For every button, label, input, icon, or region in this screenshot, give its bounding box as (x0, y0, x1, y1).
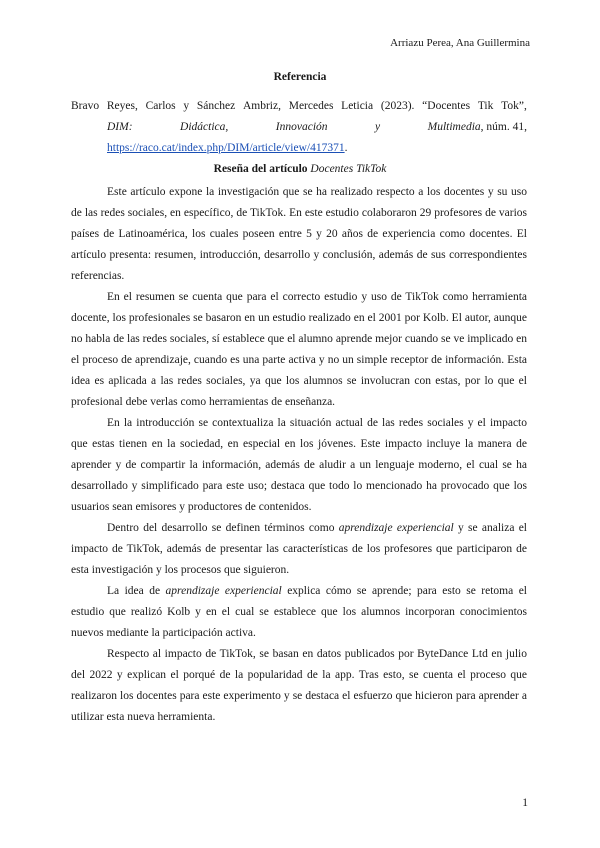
page-number: 1 (522, 797, 528, 809)
reference-issue: , núm. 41, (480, 121, 527, 133)
reference-entry (71, 96, 527, 159)
review-heading-article: Docentes TikTok (310, 163, 387, 175)
journal-word: Multimedia (427, 121, 481, 133)
paragraph-1: Este artículo expone la investigación que se ha realizado respecto a los docentes y su uso de las redes sociales, en específico, de TikTok. En este estudio colaboraron 29 profesores de varios países de Latinoamérica, los cuales poseen entre 5 y 20 años de experiencia como docentes. El artículo presenta: resumen, introducción, desarrollo y conclusión, además de sus correspondientes referencias. (71, 186, 527, 282)
reference-url-link[interactable]: https://raco.cat/index.php/DIM/article/view/417371 (107, 142, 345, 154)
paragraph-4-text: Dentro del desarrollo se definen términos como (107, 522, 339, 534)
reference-url-line (71, 138, 527, 159)
journal-word: y (375, 121, 381, 133)
reference-url-suffix: . (344, 142, 348, 154)
paragraph-4 (71, 518, 527, 581)
paragraph-2: En el resumen se cuenta que para el correcto estudio y uso de TikTok como herramienta docente, los profesionales se basaron en un estudio realizado en el 2001 por Kolb. El autor, aunque no habla de las redes sociales, sí establece que el alumno aprende mejor cuando se ve implicado en el proceso de aprendizaje, cuando es una parte activa y no un simple receptor de información. Esta idea es aplicada a las redes sociales, ya que los alumnos se involucran con estas, por lo que el profesional debe verlas como herramientas de enseñanza. (71, 291, 527, 408)
paragraph-5 (71, 581, 527, 644)
review-heading (0, 163, 600, 175)
ref-word: Reyes, (106, 100, 138, 112)
ref-word: Bravo (71, 100, 100, 112)
review-heading-text: Reseña del artículo (213, 163, 308, 175)
paragraph-4-term: aprendizaje experiencial (338, 522, 454, 534)
journal-word: Innovación (275, 121, 328, 133)
ref-word: “Docentes (422, 100, 471, 112)
reference-journal-line (71, 117, 527, 138)
ref-word: Sánchez (196, 100, 236, 112)
paragraph-5-term: aprendizaje experiencial (165, 585, 282, 597)
ref-word: Tik (477, 100, 494, 112)
journal-word: DIM: (107, 121, 133, 133)
ref-word: y (183, 100, 190, 112)
ref-word: Mercedes (288, 100, 334, 112)
ref-word: Ambriz, (242, 100, 281, 112)
page-header-author: Arriazu Perea, Ana Guillermina (390, 37, 530, 49)
ref-word: (2023). (380, 100, 415, 112)
paragraph-5-text: La idea de (107, 585, 166, 597)
paragraph-4-text: y se analiza el impacto de TikTok, además de presentar las características de los profesores que participaron de esta investigación y los procesos que siguieron. (71, 522, 527, 576)
paragraph-6: Respecto al impacto de TikTok, se basan en datos publicados por ByteDance Ltd en julio del 2022 y explican el porqué de la popularidad de la app. Tras esto, se cuenta el proceso que realizaron los docentes para este experimento y se destaca el esfuerzo que hicieron para aprender a utilizar esta nueva herramienta. (71, 648, 527, 723)
reference-authors-line (71, 96, 527, 117)
ref-word: Carlos (145, 100, 176, 112)
journal-word: Didáctica, (180, 121, 229, 133)
ref-word: Tok”, (501, 100, 527, 112)
paragraph-5-text: explica cómo se aprende; para esto se retoma el estudio que realizó Kolb y en el cual se establece que los alumnos incorporan conocimientos nuevos mediante la participación activa. (71, 585, 527, 639)
reference-heading: Referencia (273, 71, 327, 83)
paragraph-3: En la introducción se contextualiza la situación actual de las redes sociales y el impacto que estas tienen en la sociedad, en especial en los jóvenes. Este impacto incluye la manera de aprender y de compartir la información, además de aludir a un lenguaje moderno, el cual se ha desarrollado y simplificado para este uso; destaca que todo lo mencionado ha provocado que los usuarios sean emisores y productores de contenidos. (71, 417, 527, 513)
review-body (71, 182, 527, 728)
ref-word: Leticia (341, 100, 374, 112)
